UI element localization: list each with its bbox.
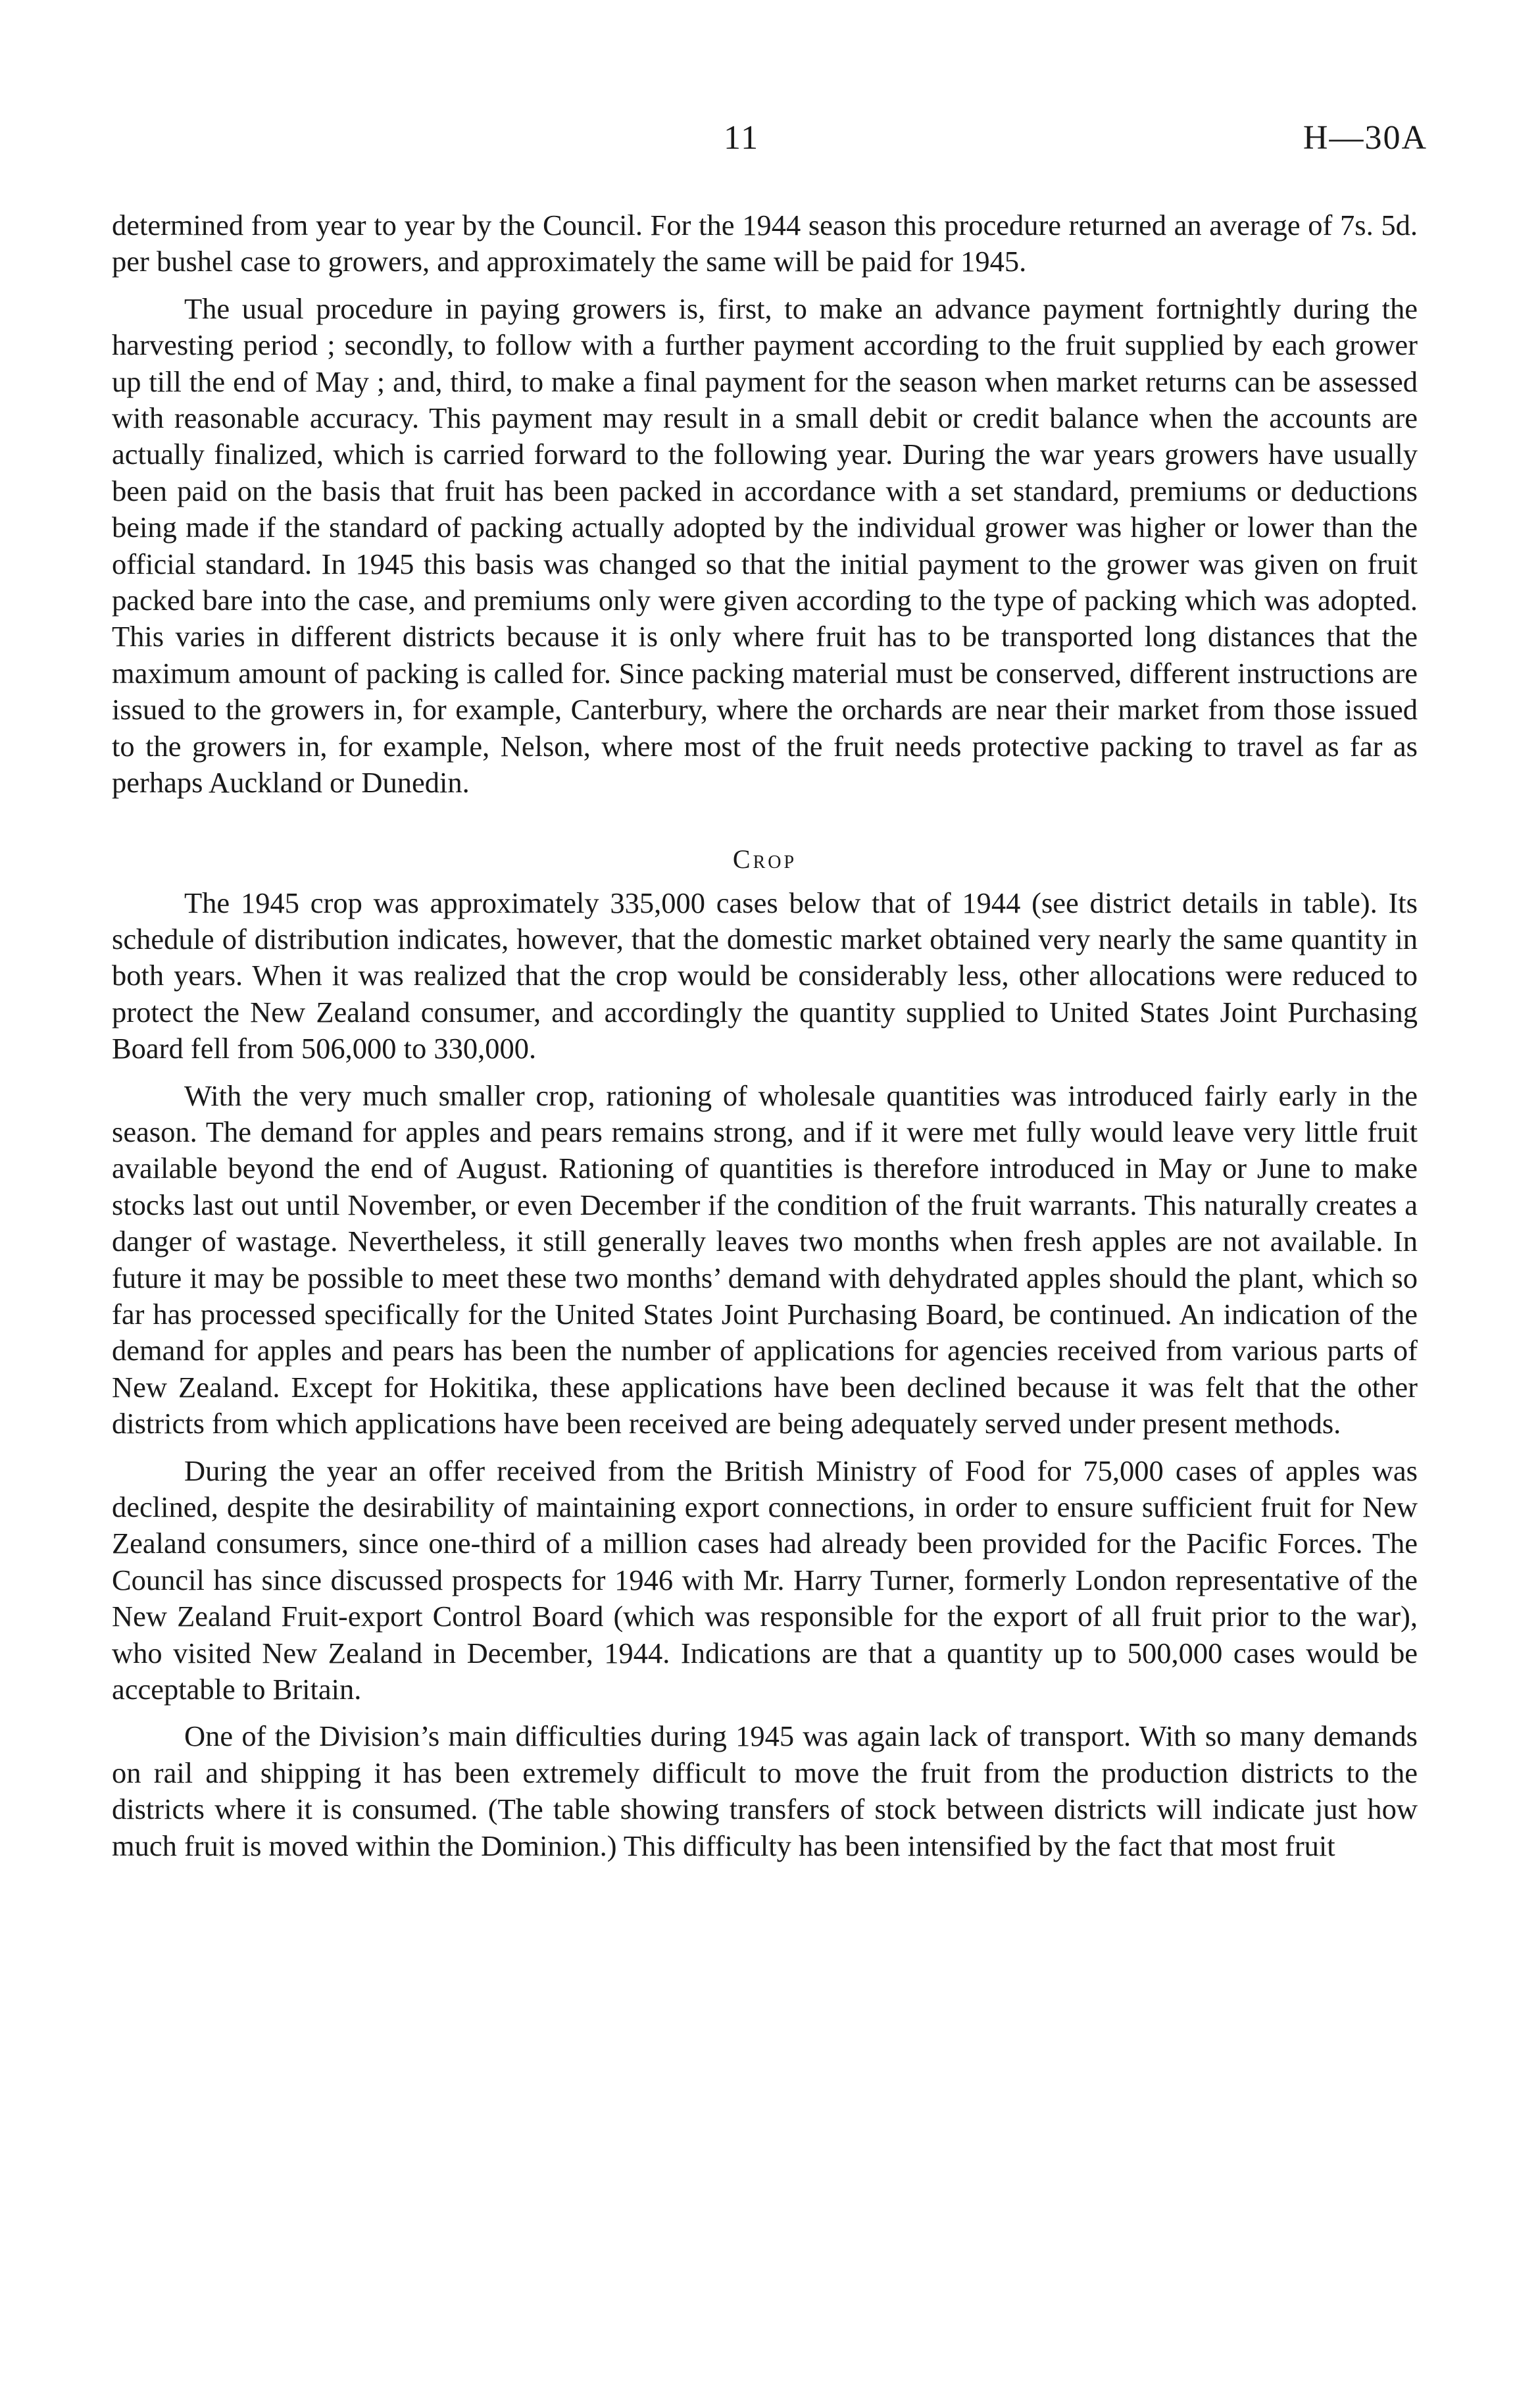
- page-header: [112, 118, 1428, 171]
- paragraph-british-offer: During the year an offer received from the British Ministry of Food for 75,000 cases of apples was declined, despite the desirability of maintaining export connections, in order to ensure sufficient fruit for New Zealand consumers, since one-third of a million cases had already been provided for the Pacific Forces. The Council has since discussed prospects for 1946 with Mr. Harry Turner, formerly London representative of the New Zealand Fruit-export Control Board (which was responsible for the export of all fruit prior to the war), who visited New Zealand in December, 1944. Indications are that a quantity up to 500,000 cases would be acceptable to Britain.: [112, 1454, 1418, 1706]
- body-text: [112, 207, 1418, 1875]
- paragraph-crop-1945: The 1945 crop was approximately 335,000 cases below that of 1944 (see district details in table). Its schedule of distribution indicates, however, that the domestic market obtained very nearly the same quantity in both years. When it was realized that the crop would be considerably less, other allocations were reduced to protect the New Zealand consumer, and accordingly the quantity supplied to United States Joint Purchasing Board fell from 506,000 to 330,000.: [112, 886, 1418, 1065]
- paragraph-payment-procedure: The usual procedure in paying growers is, first, to make an advance payment fortnightly during the harvesting period ; secondly, to follow with a further payment according to the fruit supplied by each grower up till the end of May ; and, third, to make a final payment for the season when market returns can be assessed with reasonable accuracy. This payment may result in a small debit or credit balance when the accounts are actually finalized, which is carried forward to the following year. During the war years growers have usually been paid on the basis that fruit has been packed in accordance with a set standard, premiums or deductions being made if the standard of packing actually adopted by the individual grower was higher or lower than the official standard. In 1945 this basis was changed so that the initial payment to the grower was given on fruit packed bare into the case, and premiums only were given according to the type of packing which was adopted. This varies in different districts because it is only where fruit has to be transported long distances that the maximum amount of packing is called for. Since packing material must be conserved, different instructions are issued to the growers in, for example, Canterbury, where the orchards are near their market from those issued to the growers in, for example, Nelson, where most of the fruit needs protective packing to travel as far as perhaps Auckland or Dunedin.: [112, 292, 1418, 800]
- page-number: 11: [724, 119, 760, 157]
- paragraph-rationing: With the very much smaller crop, rationing of wholesale quantities was introduced fairly early in the season. The demand for apples and pears remains strong, and if it were met fully would leave very little fruit available beyond the end of August. Rationing of quantities is therefore introduced in May or June to make stocks last out until November, or even December if the condition of the fruit warrants. This naturally creates a danger of wastage. Nevertheless, it still generally leaves two months when fresh apples are not available. In future it may be possible to meet these two months’ demand with dehydrated apples should the plant, which so far has processed specifically for the United States Joint Purchasing Board, be continued. An indication of the demand for apples and pears has been the number of applications for agencies received from various parts of New Zealand. Except for Hokitika, these applications have been declined because it was felt that the other districts from which applications have been received are being adequately served under present methods.: [112, 1079, 1418, 1440]
- paragraph-transport: One of the Division’s main difficulties during 1945 was again lack of transport. With so many demands on rail and shipping it has been extremely difficult to move the fruit from the production districts to the districts where it is consumed. (The table showing transfers of stock between districts will indicate just how much fruit is moved within the Dominion.) This difficulty has been intensified by the fact that most fruit: [112, 1719, 1418, 1862]
- section-heading-crop: Crop: [732, 844, 797, 874]
- paragraph-continued: determined from year to year by the Council. For the 1944 season this procedure returned an average of 7s. 5d. per bushel case to growers, and approximately the same will be paid for 1945.: [112, 209, 1418, 278]
- document-code: H—30A: [1303, 119, 1428, 157]
